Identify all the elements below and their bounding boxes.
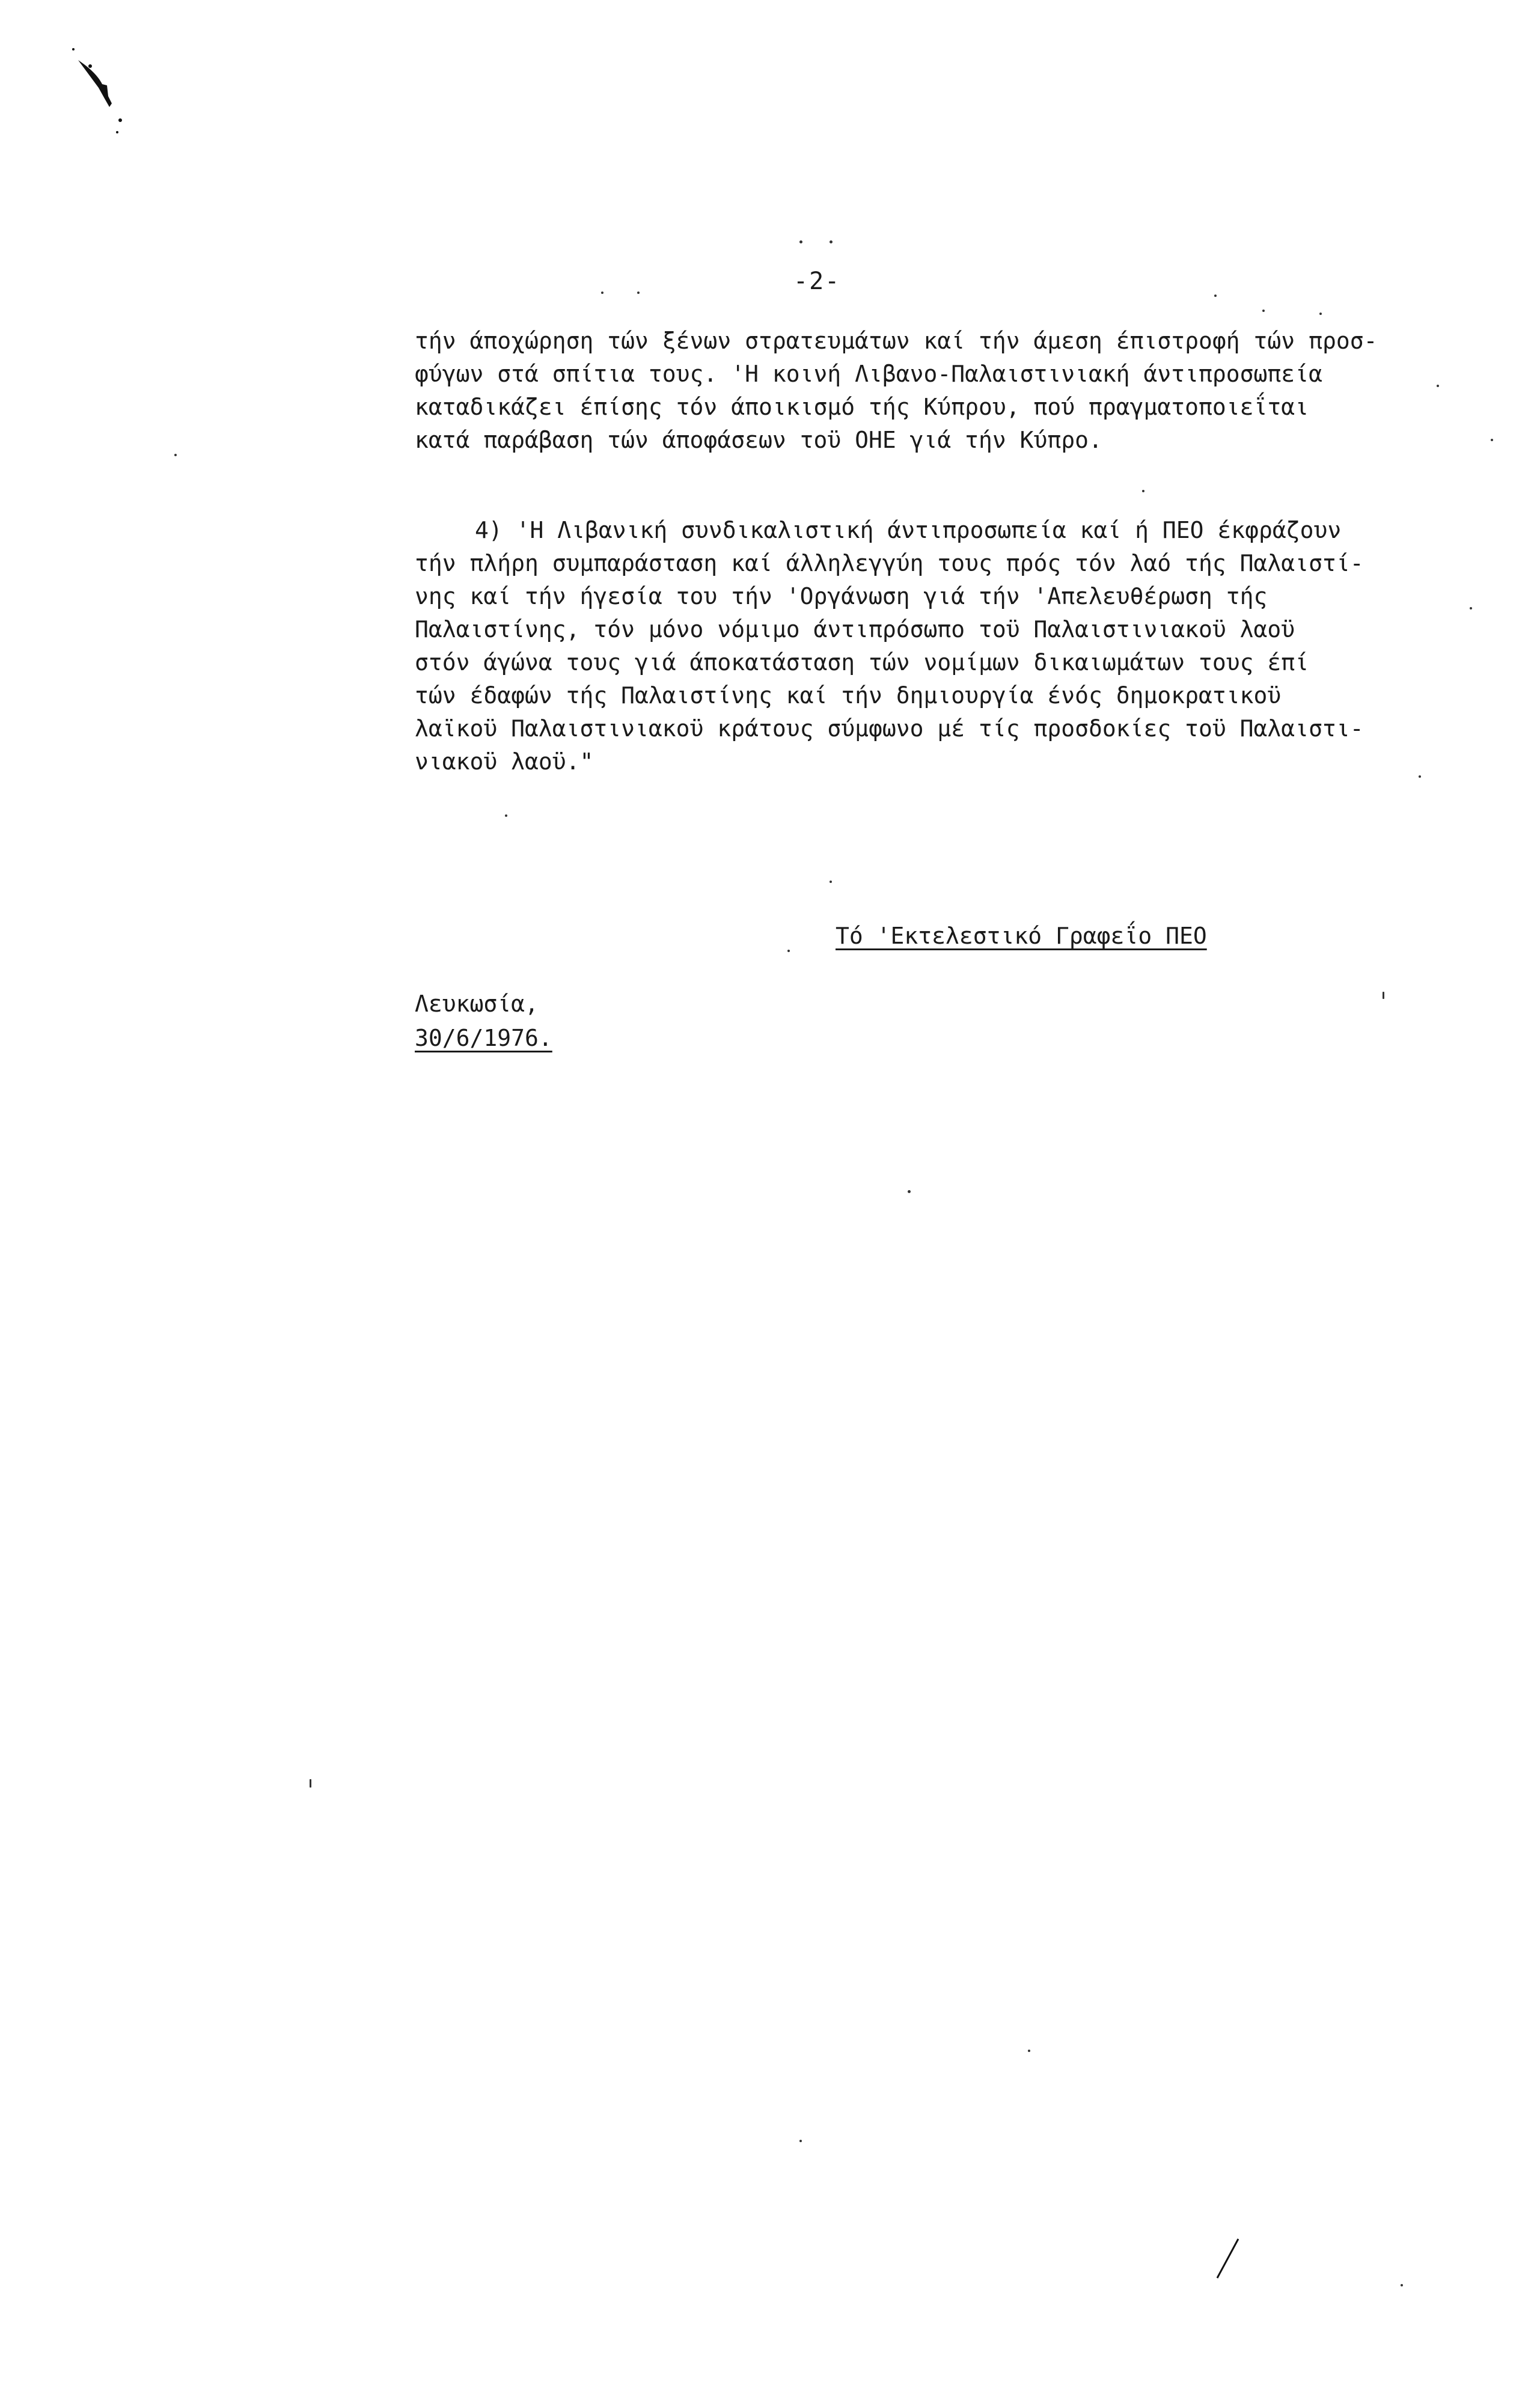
scan-speck xyxy=(1142,490,1144,492)
paragraph-line: τήν άποχώρηση τών ξένων στρατευμάτων καί τήν άμεση έπιστροφή τών προσ- xyxy=(415,328,1378,354)
scan-speck xyxy=(1383,992,1384,999)
scan-speck xyxy=(787,950,790,952)
scan-speck xyxy=(1470,607,1472,609)
paragraph-line: καταδικάζει έπίσης τόν άποικισμό τής Κύπρου, πού πραγματοποιεΐται xyxy=(415,394,1309,420)
scan-speck xyxy=(1262,310,1265,312)
scan-speck xyxy=(637,292,640,294)
place-name: Λευκωσία, xyxy=(415,991,539,1017)
paragraph-line: Παλαιστίνης, τόν μόνο νόμιμο άντιπρόσωπο τοϋ Παλαιστινιακοϋ λαοϋ xyxy=(415,616,1295,643)
paragraph-1 xyxy=(415,325,1497,457)
scan-speck xyxy=(601,292,603,294)
paragraph-line: τήν πλήρη συμπαράσταση καί άλληλεγγύη τους πρός τόν λαό τής Παλαιστί- xyxy=(415,550,1364,576)
scan-speck xyxy=(1491,439,1493,441)
scan-speck xyxy=(799,240,802,243)
scan-speck xyxy=(505,814,507,817)
pen-slash-mark xyxy=(1208,2236,1244,2284)
paragraph-line: τών έδαφών τής Παλαιστίνης καί τήν δημιουργία ένός δημοκρατικοϋ xyxy=(415,682,1282,709)
scan-speck xyxy=(799,2140,802,2142)
ink-blot-mark xyxy=(72,48,144,144)
scan-speck xyxy=(908,1190,911,1193)
document-date: 30/6/1976. xyxy=(415,1025,552,1051)
scan-speck xyxy=(1401,2284,1403,2286)
paragraph-line: νης καί τήν ήγεσία του τήν 'Οργάνωση γιά τήν 'Απελευθέρωση τής xyxy=(415,583,1268,609)
scan-speck xyxy=(310,1779,311,1788)
scan-speck xyxy=(174,454,177,456)
signature-line: Τό 'Εκτελεστικό Γραφεΐο ΠΕΟ xyxy=(836,923,1207,949)
scan-speck xyxy=(830,240,833,243)
page-number: -2- xyxy=(793,267,841,295)
scan-speck xyxy=(1214,295,1217,297)
scan-speck xyxy=(1028,2050,1030,2052)
paragraph-line: φύγων στά σπίτια τους. 'Η κοινή Λιβανο-Παλαιστινιακή άντιπροσωπεία xyxy=(415,361,1322,387)
paragraph-line: κατά παράβαση τών άποφάσεων τοϋ ΟΗΕ γιά τήν Κύπρο. xyxy=(415,427,1102,453)
scan-speck xyxy=(1437,385,1439,387)
paragraph-line: στόν άγώνα τους γιά άποκατάσταση τών νομίμων δικαιωμάτων τους έπί xyxy=(415,649,1309,676)
paragraph-line: λαϊκοϋ Παλαιστινιακοϋ κράτους σύμφωνο μέ τίς προσδοκίες τοϋ Παλαιστι- xyxy=(415,715,1364,742)
paragraph-line: 4) 'Η Λιβανική συνδικαλιστική άντιπροσωπεία καί ή ΠΕΟ έκφράζουν xyxy=(475,517,1342,543)
paragraph-line: νιακοϋ λαοϋ." xyxy=(415,748,594,775)
scan-speck xyxy=(1419,775,1421,778)
paragraph-2 xyxy=(415,514,1497,778)
scan-speck xyxy=(830,881,832,883)
scan-speck xyxy=(1319,313,1322,315)
